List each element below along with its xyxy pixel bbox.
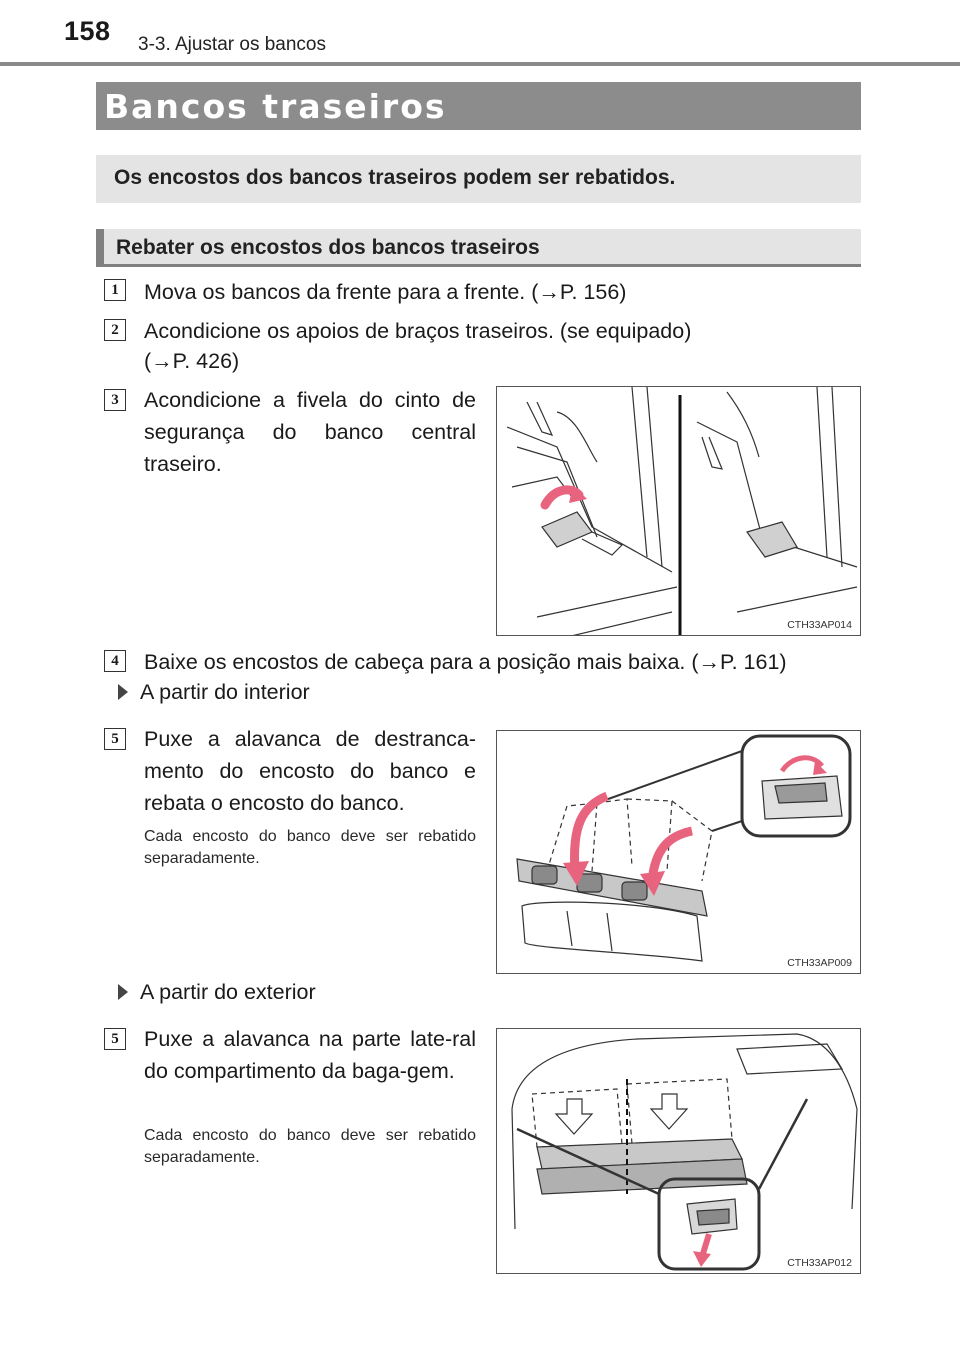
step-2-text-line2: (→P. 426) [144, 349, 240, 373]
header-divider [0, 62, 960, 66]
step-3-text: Acondicione a fivela do cinto de segurança do banco central traseiro. [144, 388, 476, 476]
interior-note: Cada encosto do banco deve ser rebatido separadamente. [144, 828, 476, 867]
exterior-heading [118, 980, 316, 1005]
triangle-bullet-icon [118, 684, 128, 700]
step-5-exterior-badge: 5 [104, 1028, 126, 1050]
subsection-title: Rebater os encostos dos bancos traseiros [116, 236, 540, 259]
step-5-exterior-text: Puxe a alavanca na parte late-ral do compartimento da baga-gem. [144, 1027, 476, 1083]
step-4-badge: 4 [104, 650, 126, 672]
step-2-text-line1: Acondicione os apoios de braços traseiros. (se equipado) [144, 319, 692, 343]
exterior-note: Cada encosto do banco deve ser rebatido separadamente. [144, 1127, 476, 1166]
figure-exterior-fold [496, 1028, 861, 1274]
figure-seatbelt-buckle [496, 386, 861, 636]
intro-text: Os encostos dos bancos traseiros podem ser rebatidos. [114, 166, 676, 189]
step-1-text: Mova os bancos da frente para a frente. (→P. 156) [144, 280, 627, 304]
figure-1-code: CTH33AP014 [787, 619, 852, 631]
page-title: Bancos traseiros [104, 87, 447, 126]
subsection-bar [96, 229, 861, 267]
step-5-interior-text: Puxe a alavanca de destranca-mento do encosto do banco e rebata o encosto do banco. [144, 727, 476, 815]
interior-heading-text: A partir do interior [140, 680, 310, 704]
intro-bar [96, 155, 861, 203]
step-3-badge: 3 [104, 389, 126, 411]
step-5-interior-badge: 5 [104, 728, 126, 750]
figure-2-code: CTH33AP009 [787, 957, 852, 969]
interior-heading [118, 680, 310, 705]
step-1-badge: 1 [104, 279, 126, 301]
interior-fold-illustration [497, 731, 861, 974]
exterior-heading-text: A partir do exterior [140, 980, 316, 1004]
seatbelt-buckle-illustration [497, 387, 861, 636]
exterior-fold-illustration [497, 1029, 861, 1274]
triangle-bullet-icon [118, 984, 128, 1000]
figure-3-code: CTH33AP012 [787, 1257, 852, 1269]
page-title-bar [96, 82, 861, 130]
figure-interior-fold [496, 730, 861, 974]
step-2-badge: 2 [104, 319, 126, 341]
step-4-text: Baixe os encostos de cabeça para a posição mais baixa. (→P. 161) [144, 650, 787, 674]
section-reference: 3-3. Ajustar os bancos [138, 34, 326, 55]
page-number: 158 [64, 16, 111, 46]
